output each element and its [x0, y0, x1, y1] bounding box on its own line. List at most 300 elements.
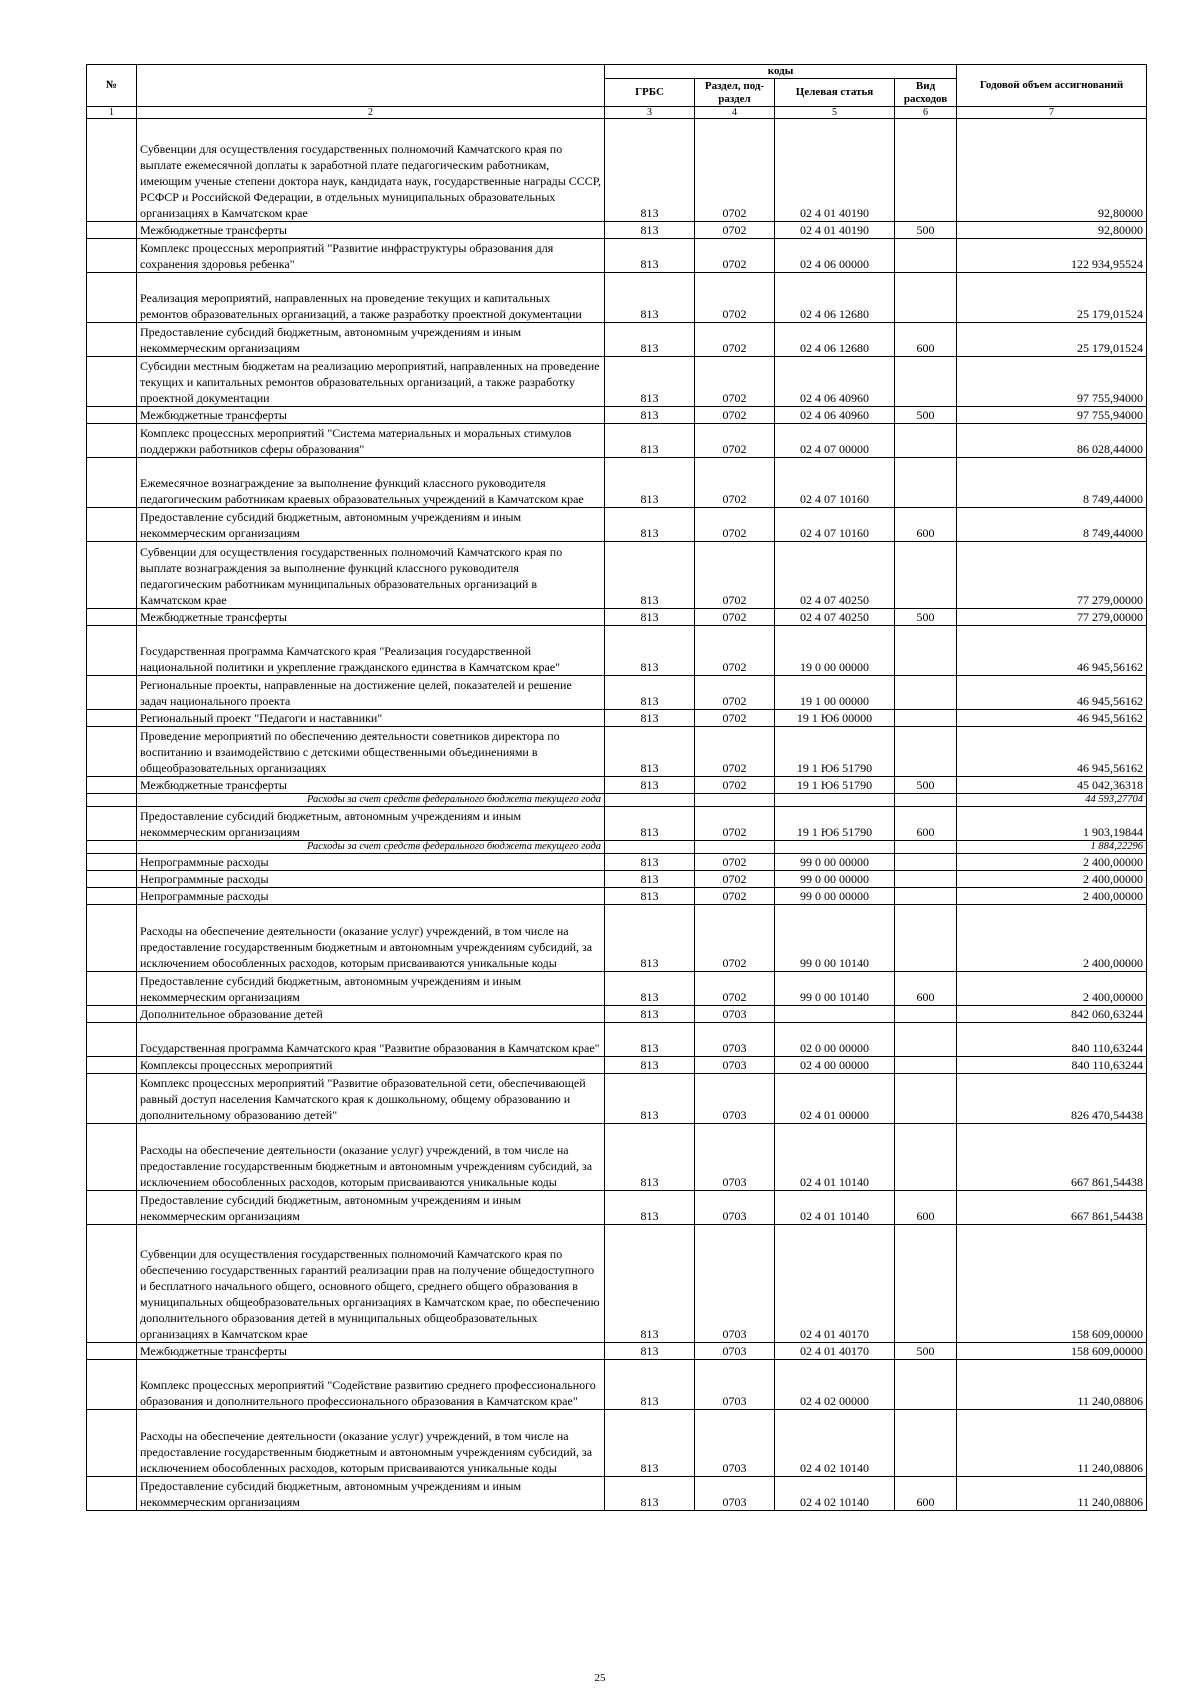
- num-cell: [87, 407, 137, 424]
- table-row: [87, 854, 1147, 871]
- colnum: 6: [895, 107, 957, 119]
- vid-cell: 600: [895, 508, 957, 542]
- page-number: 25: [594, 1672, 606, 1684]
- grbs-cell: 813: [605, 807, 695, 841]
- vid-cell: [895, 1023, 957, 1057]
- vid-cell: 500: [895, 222, 957, 239]
- table-row: [87, 357, 1147, 407]
- vid-cell: [895, 424, 957, 458]
- table-row: [87, 508, 1147, 542]
- num-cell: [87, 888, 137, 905]
- desc-cell: Субвенции для осуществления государственных полномочий Камчатского края по выплате вознаграждения за выполнение функций классного руководителя педагогическим работникам муниципальных образовательных организаций в Камчатском крае: [137, 542, 605, 609]
- table-row: [87, 1410, 1147, 1477]
- razdel-cell: 0702: [695, 626, 775, 676]
- razdel-cell: 0702: [695, 871, 775, 888]
- desc-cell: Комплекс процессных мероприятий "Развитие образовательной сети, обеспечивающей равный доступ населения Камчатского края к дошкольному, общему образованию и дополнительному образованию детей": [137, 1074, 605, 1124]
- desc-cell: Расходы на обеспечение деятельности (оказание услуг) учреждений, в том числе на предоставление государственным бюджетным и автономным учреждениям субсидий, за исключением обособленных расходов, которым присваиваются уникальные коды: [137, 905, 605, 972]
- grbs-cell: 813: [605, 1006, 695, 1023]
- razdel-cell: 0702: [695, 273, 775, 323]
- grbs-cell: 813: [605, 273, 695, 323]
- colnum: 1: [87, 107, 137, 119]
- amount-cell: 2 400,00000: [957, 871, 1147, 888]
- desc-cell: Реализация мероприятий, направленных на проведение текущих и капитальных ремонтов образовательных организаций, а также разработку проектной документации: [137, 273, 605, 323]
- table-row: [87, 777, 1147, 794]
- grbs-cell: 813: [605, 323, 695, 357]
- grbs-cell: 813: [605, 854, 695, 871]
- grbs-cell: 813: [605, 972, 695, 1006]
- desc-cell: Расходы за счет средств федерального бюджета текущего года: [137, 794, 605, 807]
- desc-cell: Межбюджетные трансферты: [137, 407, 605, 424]
- grbs-cell: 813: [605, 888, 695, 905]
- table-row: [87, 1360, 1147, 1410]
- razdel-cell: 0703: [695, 1477, 775, 1511]
- amount-cell: 1 903,19844: [957, 807, 1147, 841]
- razdel-cell: [695, 841, 775, 854]
- desc-cell: Проведение мероприятий по обеспечению деятельности советников директора по воспитанию и взаимодействию с детскими общественными объединениями в общеобразовательных организациях: [137, 727, 605, 777]
- celevaya-cell: 02 4 01 40190: [775, 222, 895, 239]
- grbs-cell: 813: [605, 508, 695, 542]
- vid-cell: [895, 626, 957, 676]
- colnum: 3: [605, 107, 695, 119]
- razdel-cell: 0702: [695, 727, 775, 777]
- grbs-cell: 813: [605, 1360, 695, 1410]
- amount-cell: 2 400,00000: [957, 854, 1147, 871]
- colnum: 4: [695, 107, 775, 119]
- table-row: [87, 1023, 1147, 1057]
- celevaya-cell: 02 4 06 12680: [775, 273, 895, 323]
- celevaya-cell: 02 4 02 10140: [775, 1410, 895, 1477]
- header-kody: коды: [605, 65, 957, 79]
- celevaya-cell: 02 4 06 40960: [775, 407, 895, 424]
- celevaya-cell: 02 4 01 40190: [775, 119, 895, 222]
- celevaya-cell: 19 1 00 00000: [775, 676, 895, 710]
- amount-cell: 11 240,08806: [957, 1477, 1147, 1511]
- vid-cell: 600: [895, 807, 957, 841]
- table-row: [87, 239, 1147, 273]
- desc-cell: Непрограммные расходы: [137, 871, 605, 888]
- grbs-cell: 813: [605, 407, 695, 424]
- desc-cell: Непрограммные расходы: [137, 888, 605, 905]
- desc-cell: Предоставление субсидий бюджетным, автономным учреждениям и иным некоммерческим организациям: [137, 1191, 605, 1225]
- table-row: [87, 871, 1147, 888]
- amount-cell: 77 279,00000: [957, 542, 1147, 609]
- desc-cell: Государственная программа Камчатского края "Реализация государственной национальной политики и укрепление гражданского единства в Камчатском крае": [137, 626, 605, 676]
- num-cell: [87, 508, 137, 542]
- num-cell: [87, 1023, 137, 1057]
- num-cell: [87, 1124, 137, 1191]
- num-cell: [87, 1006, 137, 1023]
- grbs-cell: 813: [605, 871, 695, 888]
- amount-cell: 97 755,94000: [957, 407, 1147, 424]
- table-row: [87, 1477, 1147, 1511]
- grbs-cell: 813: [605, 727, 695, 777]
- grbs-cell: 813: [605, 1225, 695, 1343]
- celevaya-cell: 02 4 01 10140: [775, 1124, 895, 1191]
- desc-cell: Комплексы процессных мероприятий: [137, 1057, 605, 1074]
- num-cell: [87, 854, 137, 871]
- num-cell: [87, 222, 137, 239]
- grbs-cell: 813: [605, 458, 695, 508]
- razdel-cell: 0703: [695, 1023, 775, 1057]
- colnum: 7: [957, 107, 1147, 119]
- num-cell: [87, 1360, 137, 1410]
- amount-cell: 46 945,56162: [957, 710, 1147, 727]
- vid-cell: [895, 1225, 957, 1343]
- table-row: [87, 972, 1147, 1006]
- razdel-cell: 0702: [695, 972, 775, 1006]
- amount-cell: 97 755,94000: [957, 357, 1147, 407]
- celevaya-cell: 02 4 00 00000: [775, 1057, 895, 1074]
- razdel-cell: 0703: [695, 1343, 775, 1360]
- celevaya-cell: 02 4 06 40960: [775, 357, 895, 407]
- razdel-cell: 0702: [695, 239, 775, 273]
- razdel-cell: 0703: [695, 1057, 775, 1074]
- federal-note-row: [87, 794, 1147, 807]
- grbs-cell: 813: [605, 626, 695, 676]
- razdel-cell: 0703: [695, 1225, 775, 1343]
- grbs-cell: 813: [605, 1057, 695, 1074]
- num-cell: [87, 1057, 137, 1074]
- vid-cell: [895, 273, 957, 323]
- celevaya-cell: 99 0 00 00000: [775, 871, 895, 888]
- num-cell: [87, 323, 137, 357]
- vid-cell: 500: [895, 407, 957, 424]
- desc-cell: Расходы на обеспечение деятельности (оказание услуг) учреждений, в том числе на предоставление государственным бюджетным и автономным учреждениям субсидий, за исключением обособленных расходов, которым присваиваются уникальные коды: [137, 1124, 605, 1191]
- amount-cell: 46 945,56162: [957, 676, 1147, 710]
- razdel-cell: 0702: [695, 609, 775, 626]
- amount-cell: 840 110,63244: [957, 1023, 1147, 1057]
- celevaya-cell: 02 4 02 00000: [775, 1360, 895, 1410]
- table-row: [87, 273, 1147, 323]
- vid-cell: 600: [895, 972, 957, 1006]
- table-row: [87, 542, 1147, 609]
- amount-cell: 92,80000: [957, 119, 1147, 222]
- vid-cell: [895, 854, 957, 871]
- razdel-cell: 0702: [695, 807, 775, 841]
- desc-cell: Предоставление субсидий бюджетным, автономным учреждениям и иным некоммерческим организациям: [137, 1477, 605, 1511]
- header-celevaya: Целевая статья: [775, 79, 895, 107]
- grbs-cell: 813: [605, 1023, 695, 1057]
- grbs-cell: [605, 794, 695, 807]
- celevaya-cell: 02 4 07 40250: [775, 542, 895, 609]
- grbs-cell: 813: [605, 119, 695, 222]
- table-row: [87, 727, 1147, 777]
- desc-cell: Субвенции для осуществления государственных полномочий Камчатского края по обеспечению государственных гарантий реализации прав на получение общедоступного и бесплатного начального общего, основного общего, среднего общего образования в муниципальных общеобразовательных организациях в Камчатском крае, по обеспечению дополнительного образования детей в муниципальных общеобразовательных организациях в Камчатском крае: [137, 1225, 605, 1343]
- num-cell: [87, 727, 137, 777]
- grbs-cell: 813: [605, 710, 695, 727]
- amount-cell: 46 945,56162: [957, 727, 1147, 777]
- vid-cell: [895, 458, 957, 508]
- num-cell: [87, 1191, 137, 1225]
- amount-cell: 92,80000: [957, 222, 1147, 239]
- razdel-cell: 0703: [695, 1410, 775, 1477]
- celevaya-cell: 02 0 00 00000: [775, 1023, 895, 1057]
- table-row: [87, 1074, 1147, 1124]
- desc-cell: Дополнительное образование детей: [137, 1006, 605, 1023]
- table-row: [87, 1124, 1147, 1191]
- vid-cell: [895, 1057, 957, 1074]
- table-body: [87, 119, 1147, 1511]
- celevaya-cell: 02 4 01 40170: [775, 1225, 895, 1343]
- vid-cell: [895, 119, 957, 222]
- vid-cell: [895, 1360, 957, 1410]
- grbs-cell: [605, 841, 695, 854]
- razdel-cell: 0703: [695, 1360, 775, 1410]
- grbs-cell: 813: [605, 1124, 695, 1191]
- celevaya-cell: [775, 794, 895, 807]
- amount-cell: 158 609,00000: [957, 1225, 1147, 1343]
- grbs-cell: 813: [605, 1477, 695, 1511]
- amount-cell: 45 042,36318: [957, 777, 1147, 794]
- celevaya-cell: 02 4 01 40170: [775, 1343, 895, 1360]
- num-cell: [87, 1225, 137, 1343]
- amount-cell: 2 400,00000: [957, 905, 1147, 972]
- celevaya-cell: 02 4 07 10160: [775, 508, 895, 542]
- amount-cell: 77 279,00000: [957, 609, 1147, 626]
- num-cell: [87, 239, 137, 273]
- desc-cell: Субвенции для осуществления государственных полномочий Камчатского края по выплате ежемесячной доплаты к заработной плате педагогическим работникам, имеющим ученые степени доктора наук, кандидата наук, государственные награды СССР, РСФСР и Российской Федерации, в отдельных муниципальных образовательных организациях в Камчатском крае: [137, 119, 605, 222]
- table-row: [87, 609, 1147, 626]
- header-num: №: [87, 65, 137, 107]
- num-cell: [87, 871, 137, 888]
- grbs-cell: 813: [605, 905, 695, 972]
- celevaya-cell: 99 0 00 10140: [775, 972, 895, 1006]
- table-row: [87, 323, 1147, 357]
- celevaya-cell: 02 4 01 10140: [775, 1191, 895, 1225]
- celevaya-cell: 19 1 Ю6 51790: [775, 777, 895, 794]
- num-cell: [87, 273, 137, 323]
- amount-cell: 25 179,01524: [957, 323, 1147, 357]
- colnum: 2: [137, 107, 605, 119]
- amount-cell: 8 749,44000: [957, 458, 1147, 508]
- razdel-cell: 0702: [695, 676, 775, 710]
- vid-cell: [895, 357, 957, 407]
- vid-cell: [895, 239, 957, 273]
- razdel-cell: 0703: [695, 1006, 775, 1023]
- razdel-cell: 0702: [695, 357, 775, 407]
- celevaya-cell: 99 0 00 10140: [775, 905, 895, 972]
- amount-cell: 11 240,08806: [957, 1410, 1147, 1477]
- header-godovoy: Годовой объем ассигнований: [957, 65, 1147, 107]
- celevaya-cell: 99 0 00 00000: [775, 888, 895, 905]
- amount-cell: 158 609,00000: [957, 1343, 1147, 1360]
- vid-cell: 600: [895, 1191, 957, 1225]
- desc-cell: Предоставление субсидий бюджетным, автономным учреждениям и иным некоммерческим организациям: [137, 323, 605, 357]
- num-cell: [87, 542, 137, 609]
- amount-cell: 25 179,01524: [957, 273, 1147, 323]
- table-row: [87, 407, 1147, 424]
- num-cell: [87, 609, 137, 626]
- vid-cell: [895, 871, 957, 888]
- celevaya-cell: [775, 1006, 895, 1023]
- vid-cell: [895, 676, 957, 710]
- budget-document: [86, 64, 1146, 1511]
- num-cell: [87, 676, 137, 710]
- table-row: [87, 424, 1147, 458]
- num-cell: [87, 777, 137, 794]
- vid-cell: [895, 727, 957, 777]
- num-cell: [87, 119, 137, 222]
- table-row: [87, 1057, 1147, 1074]
- desc-cell: Комплекс процессных мероприятий "Система материальных и моральных стимулов поддержки работников сферы образования": [137, 424, 605, 458]
- amount-cell: 667 861,54438: [957, 1191, 1147, 1225]
- table-row: [87, 119, 1147, 222]
- vid-cell: [895, 1074, 957, 1124]
- grbs-cell: 813: [605, 676, 695, 710]
- desc-cell: Межбюджетные трансферты: [137, 222, 605, 239]
- num-cell: [87, 626, 137, 676]
- razdel-cell: 0702: [695, 854, 775, 871]
- table-row: [87, 458, 1147, 508]
- colnum: 5: [775, 107, 895, 119]
- desc-cell: Региональные проекты, направленные на достижение целей, показателей и решение задач национального проекта: [137, 676, 605, 710]
- razdel-cell: 0703: [695, 1074, 775, 1124]
- federal-note-row: [87, 841, 1147, 854]
- desc-cell: Межбюджетные трансферты: [137, 609, 605, 626]
- desc-cell: Предоставление субсидий бюджетным, автономным учреждениям и иным некоммерческим организациям: [137, 972, 605, 1006]
- desc-cell: Ежемесячное вознаграждение за выполнение функций классного руководителя педагогическим работникам краевых образовательных учреждений в Камчатском крае: [137, 458, 605, 508]
- vid-cell: [895, 1006, 957, 1023]
- table-row: [87, 626, 1147, 676]
- grbs-cell: 813: [605, 542, 695, 609]
- num-cell: [87, 1410, 137, 1477]
- grbs-cell: 813: [605, 424, 695, 458]
- amount-cell: 46 945,56162: [957, 626, 1147, 676]
- amount-cell: 8 749,44000: [957, 508, 1147, 542]
- desc-cell: Расходы за счет средств федерального бюджета текущего года: [137, 841, 605, 854]
- vid-cell: 500: [895, 777, 957, 794]
- table-row: [87, 1225, 1147, 1343]
- razdel-cell: 0702: [695, 458, 775, 508]
- vid-cell: [895, 888, 957, 905]
- num-cell: [87, 905, 137, 972]
- celevaya-cell: 02 4 07 10160: [775, 458, 895, 508]
- table-row: [87, 1006, 1147, 1023]
- vid-cell: [895, 710, 957, 727]
- celevaya-cell: 19 1 Ю6 00000: [775, 710, 895, 727]
- celevaya-cell: 02 4 02 10140: [775, 1477, 895, 1511]
- grbs-cell: 813: [605, 1410, 695, 1477]
- table-row: [87, 1191, 1147, 1225]
- desc-cell: Региональный проект "Педагоги и наставники": [137, 710, 605, 727]
- razdel-cell: 0702: [695, 777, 775, 794]
- table-row: [87, 710, 1147, 727]
- grbs-cell: 813: [605, 777, 695, 794]
- razdel-cell: 0702: [695, 407, 775, 424]
- razdel-cell: 0703: [695, 1124, 775, 1191]
- num-cell: [87, 1074, 137, 1124]
- num-cell: [87, 357, 137, 407]
- grbs-cell: 813: [605, 239, 695, 273]
- desc-cell: Комплекс процессных мероприятий "Содействие развитию среднего профессионального образования и дополнительного профессионального образования в Камчатском крае": [137, 1360, 605, 1410]
- razdel-cell: 0703: [695, 1191, 775, 1225]
- celevaya-cell: 19 1 Ю6 51790: [775, 727, 895, 777]
- celevaya-cell: 02 4 07 40250: [775, 609, 895, 626]
- amount-cell: 2 400,00000: [957, 888, 1147, 905]
- desc-cell: Межбюджетные трансферты: [137, 777, 605, 794]
- amount-cell: 842 060,63244: [957, 1006, 1147, 1023]
- num-cell: [87, 794, 137, 807]
- amount-cell: 1 884,22296: [957, 841, 1147, 854]
- num-cell: [87, 972, 137, 1006]
- vid-cell: [895, 794, 957, 807]
- razdel-cell: 0702: [695, 424, 775, 458]
- celevaya-cell: 02 4 06 00000: [775, 239, 895, 273]
- amount-cell: 44 593,27704: [957, 794, 1147, 807]
- budget-table: [86, 64, 1147, 1511]
- razdel-cell: 0702: [695, 710, 775, 727]
- celevaya-cell: 19 0 00 00000: [775, 626, 895, 676]
- desc-cell: Расходы на обеспечение деятельности (оказание услуг) учреждений, в том числе на предоставление государственным бюджетным и автономным учреждениям субсидий, за исключением обособленных расходов, которым присваиваются уникальные коды: [137, 1410, 605, 1477]
- razdel-cell: 0702: [695, 119, 775, 222]
- razdel-cell: 0702: [695, 222, 775, 239]
- vid-cell: [895, 905, 957, 972]
- vid-cell: 500: [895, 609, 957, 626]
- amount-cell: 122 934,95524: [957, 239, 1147, 273]
- vid-cell: [895, 542, 957, 609]
- amount-cell: 840 110,63244: [957, 1057, 1147, 1074]
- celevaya-cell: 02 4 07 00000: [775, 424, 895, 458]
- amount-cell: 86 028,44000: [957, 424, 1147, 458]
- num-cell: [87, 841, 137, 854]
- vid-cell: [895, 1124, 957, 1191]
- desc-cell: Межбюджетные трансферты: [137, 1343, 605, 1360]
- razdel-cell: 0702: [695, 905, 775, 972]
- celevaya-cell: 19 1 Ю6 51790: [775, 807, 895, 841]
- grbs-cell: 813: [605, 1343, 695, 1360]
- table-row: [87, 1343, 1147, 1360]
- desc-cell: Предоставление субсидий бюджетным, автономным учреждениям и иным некоммерческим организациям: [137, 508, 605, 542]
- table-row: [87, 888, 1147, 905]
- num-cell: [87, 807, 137, 841]
- vid-cell: 600: [895, 323, 957, 357]
- table-row: [87, 222, 1147, 239]
- grbs-cell: 813: [605, 1191, 695, 1225]
- table-row: [87, 807, 1147, 841]
- table-row: [87, 676, 1147, 710]
- razdel-cell: 0702: [695, 323, 775, 357]
- amount-cell: 2 400,00000: [957, 972, 1147, 1006]
- num-cell: [87, 424, 137, 458]
- vid-cell: 600: [895, 1477, 957, 1511]
- desc-cell: Государственная программа Камчатского края "Развитие образования в Камчатском крае": [137, 1023, 605, 1057]
- num-cell: [87, 458, 137, 508]
- grbs-cell: 813: [605, 1074, 695, 1124]
- razdel-cell: [695, 794, 775, 807]
- num-cell: [87, 1343, 137, 1360]
- table-row: [87, 905, 1147, 972]
- grbs-cell: 813: [605, 357, 695, 407]
- celevaya-cell: 99 0 00 00000: [775, 854, 895, 871]
- razdel-cell: 0702: [695, 508, 775, 542]
- grbs-cell: 813: [605, 222, 695, 239]
- grbs-cell: 813: [605, 609, 695, 626]
- header-razdel: Раздел, под-раздел: [695, 79, 775, 107]
- razdel-cell: 0702: [695, 542, 775, 609]
- header-grbs: ГРБС: [605, 79, 695, 107]
- desc-cell: Субсидии местным бюджетам на реализацию мероприятий, направленных на проведение текущих и капитальных ремонтов образовательных организаций, а также разработку проектной документации: [137, 357, 605, 407]
- vid-cell: [895, 841, 957, 854]
- celevaya-cell: [775, 841, 895, 854]
- desc-cell: Непрограммные расходы: [137, 854, 605, 871]
- amount-cell: 826 470,54438: [957, 1074, 1147, 1124]
- header-desc: [137, 65, 605, 107]
- vid-cell: 500: [895, 1343, 957, 1360]
- desc-cell: Предоставление субсидий бюджетным, автономным учреждениям и иным некоммерческим организациям: [137, 807, 605, 841]
- header-vid: Вид расходов: [895, 79, 957, 107]
- amount-cell: 667 861,54438: [957, 1124, 1147, 1191]
- num-cell: [87, 1477, 137, 1511]
